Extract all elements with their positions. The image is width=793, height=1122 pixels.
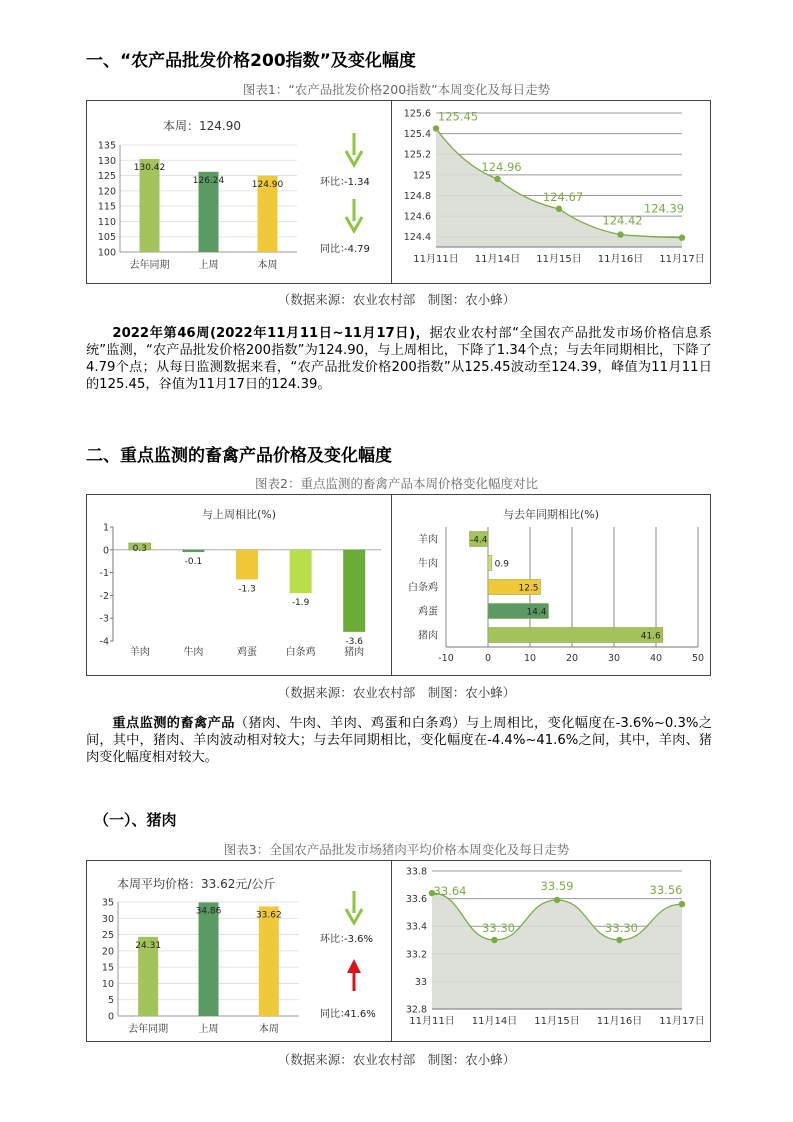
- x-tick-label: 羊肉: [129, 647, 150, 658]
- y-tick-label: 牛肉: [418, 558, 438, 570]
- section2-paragraph-text: （猪肉、牛肉、羊肉、鸡蛋和白条鸡）与上周相比，变化幅度在-3.6%~0.3%之间，其中，猪肉、羊肉波动相对较大；与去年同期相比，变化幅度在-4.4%~41.6%之间，其中，羊肉、猪肉变化幅度相对较大。: [86, 716, 713, 765]
- y-tick-label: -1: [99, 568, 109, 580]
- figure1-caption: 图表1：“农产品批发价格200指数”本周变化及每日走势: [242, 82, 551, 97]
- y-tick-label: 125: [412, 170, 431, 182]
- y-tick-label: 125.6: [403, 108, 431, 120]
- section2-heading: 二、重点监测的畜禽产品价格及变化幅度: [86, 446, 392, 466]
- x-tick-label: 0: [484, 653, 492, 664]
- y-tick-label: 130: [97, 155, 116, 167]
- data-point: [679, 235, 685, 241]
- chart-title: 本周平均价格：33.62元/公斤: [117, 877, 276, 891]
- bar: [343, 550, 365, 632]
- section2-paragraph-bold: 重点监测的畜禽产品: [112, 716, 235, 731]
- bar-value-label: 124.90: [251, 179, 284, 190]
- y-tick-label: 115: [97, 201, 116, 213]
- x-tick-label: 本周: [258, 1024, 279, 1035]
- x-tick-label: 11月11日: [413, 254, 459, 265]
- y-tick-label: 32.8: [405, 1004, 427, 1016]
- y-tick-label: 10: [101, 978, 114, 990]
- data-label: 124.67: [542, 189, 584, 204]
- bar-value-label: 34.86: [195, 906, 222, 917]
- area-fill: [436, 128, 685, 247]
- chart-title: 与上周相比(%): [201, 508, 277, 521]
- x-tick-label: 鸡蛋: [237, 647, 257, 658]
- data-point: [494, 176, 500, 182]
- x-tick-label: 本周: [257, 260, 278, 271]
- data-label: 124.39: [643, 201, 685, 216]
- y-tick-label: 33: [414, 976, 427, 988]
- x-tick-label: 11月17日: [659, 1016, 705, 1027]
- down-arrow-icon: [346, 891, 362, 923]
- figure3-source: （数据来源：农业农村部 制图：农小蜂）: [277, 1052, 516, 1067]
- bar-value-label: -3.6: [345, 636, 363, 647]
- bar-value-label: -1.9: [291, 598, 310, 609]
- y-tick-label: 20: [101, 946, 114, 958]
- y-tick-label: 124.4: [403, 232, 431, 244]
- index-line-chart: [392, 101, 710, 283]
- y-tick-label: 125.2: [403, 149, 431, 161]
- y-tick-label: 15: [101, 962, 114, 974]
- data-point: [554, 897, 560, 903]
- bar-value-label: 0.3: [132, 543, 147, 554]
- annotation-value: 41.6%: [344, 1009, 376, 1020]
- down-arrow-icon: [346, 133, 362, 165]
- bar: [199, 902, 219, 1016]
- y-tick-label: 105: [97, 232, 116, 244]
- bar: [182, 550, 204, 552]
- y-tick-label: 33.8: [405, 866, 427, 878]
- x-tick-label: 牛肉: [183, 647, 204, 658]
- pork-line-chart: [392, 861, 710, 1041]
- x-tick-label: 11月17日: [659, 254, 705, 265]
- figure1-source: （数据来源：农业农村部 制图：农小蜂）: [277, 292, 516, 307]
- x-tick-label: 11月11日: [409, 1016, 455, 1027]
- y-tick-label: 120: [97, 186, 116, 198]
- section1-paragraph-bold: 2022年第46周(2022年11月11日~11月17日)，: [112, 326, 430, 341]
- bar-value-label: 41.6: [640, 631, 661, 642]
- bar: [259, 906, 279, 1016]
- figure3-caption: 图表3：全国农产品批发市场猪肉平均价格本周变化及每日走势: [223, 842, 570, 857]
- y-tick-label: 1: [102, 522, 109, 534]
- figure2-caption: 图表2：重点监测的畜禽产品本周价格变化幅度对比: [255, 476, 538, 491]
- data-label: 33.30: [482, 921, 515, 935]
- bar-value-label: 130.42: [133, 163, 166, 174]
- bar: [290, 550, 312, 593]
- section3-heading: （一）、猪肉: [94, 811, 177, 829]
- index-line-panel: [391, 100, 711, 284]
- y-tick-label: 猪肉: [418, 630, 438, 642]
- x-tick-label: 11月15日: [536, 254, 582, 265]
- y-tick-label: 0: [102, 545, 109, 557]
- y-tick-label: 33.4: [405, 921, 427, 933]
- bar-value-label: 0.9: [494, 559, 509, 570]
- x-tick-label: 去年同期: [129, 260, 170, 271]
- y-tick-label: 125.4: [403, 129, 431, 141]
- annotation-value: -3.6%: [344, 934, 374, 945]
- bar-value-label: -1.3: [238, 584, 256, 595]
- y-tick-label: 鸡蛋: [418, 606, 438, 618]
- x-tick-label: 20: [565, 653, 579, 664]
- y-tick-label: 124.8: [403, 190, 431, 202]
- y-tick-label: 100: [97, 247, 116, 259]
- data-point: [616, 937, 622, 943]
- bar: [236, 550, 258, 580]
- y-tick-label: 33.6: [405, 894, 427, 906]
- section1-heading: 一、“农产品批发价格200指数”及变化幅度: [86, 51, 416, 71]
- annotation-value: -1.34: [344, 177, 370, 188]
- y-tick-label: 35: [101, 897, 114, 909]
- x-tick-label: 11月15日: [534, 1016, 580, 1027]
- data-point: [679, 901, 685, 907]
- data-label: 33.56: [649, 883, 683, 898]
- bar-value-label: 126.24: [192, 175, 225, 186]
- up-arrow-icon: [347, 959, 361, 991]
- annotation-label: 同比：: [320, 1009, 350, 1020]
- figure2-source: （数据来源：农业农村部 制图：农小蜂）: [277, 685, 516, 700]
- bar-value-label: 14.4: [526, 607, 547, 618]
- index-bar-panel: [86, 100, 392, 284]
- area-fill: [432, 893, 682, 1009]
- x-tick-label: 40: [649, 653, 663, 664]
- bar-value-label: 24.31: [135, 940, 162, 951]
- data-point: [491, 937, 497, 943]
- data-label: 125.45: [437, 109, 479, 124]
- y-tick-label: 135: [97, 140, 116, 152]
- x-tick-label: -10: [438, 653, 454, 664]
- section1-paragraph-text: 据农业农村部“全国农产品批发市场价格信息系统”监测，“农产品批发价格200指数”为124.90，与上周相比，下降了1.34个点；与去年同期相比，下降了4.79个点；从每日监测数据来看，“农产品批发价格200指数”从125.45波动至124.39，峰值为11月11日的125.45，谷值为11月17日的124.39。: [86, 326, 712, 392]
- x-tick-label: 11月14日: [474, 254, 521, 265]
- x-tick-label: 11月14日: [471, 1016, 518, 1027]
- bar: [488, 628, 663, 643]
- x-tick-label: 30: [607, 653, 621, 664]
- y-tick-label: -3: [99, 613, 109, 625]
- section1-paragraph: [86, 325, 712, 393]
- y-tick-label: 25: [101, 930, 114, 942]
- data-label: 33.64: [433, 884, 467, 899]
- y-tick-label: -2: [99, 590, 109, 602]
- annotation-value: -4.79: [344, 244, 370, 255]
- x-tick-label: 11月16日: [597, 254, 644, 265]
- bar-value-label: 33.62: [255, 910, 282, 921]
- data-label: 124.96: [481, 159, 522, 174]
- data-label: 33.30: [605, 921, 638, 935]
- chart-title: 与去年同期相比(%): [502, 508, 600, 521]
- index-bar-chart: [87, 101, 391, 283]
- data-point: [617, 231, 623, 237]
- pork-bar-chart: [87, 861, 391, 1041]
- livestock-wow-chart: [87, 495, 391, 675]
- y-tick-label: 30: [101, 913, 114, 925]
- data-point: [433, 125, 439, 131]
- bar: [488, 556, 492, 571]
- x-tick-label: 猪肉: [344, 647, 365, 658]
- y-tick-label: 125: [97, 171, 116, 183]
- y-tick-label: 0: [107, 1011, 114, 1023]
- y-tick-label: 羊肉: [418, 534, 438, 546]
- x-tick-label: 50: [691, 653, 705, 664]
- livestock-wow-panel: [86, 494, 392, 676]
- pork-bar-panel: [86, 860, 392, 1042]
- livestock-yoy-panel: [391, 494, 711, 676]
- x-tick-label: 11月16日: [596, 1016, 643, 1027]
- pork-line-panel: [391, 860, 711, 1042]
- x-tick-label: 10: [523, 653, 537, 664]
- x-tick-label: 去年同期: [128, 1024, 169, 1035]
- data-label: 124.42: [602, 213, 643, 228]
- x-tick-label: 上周: [198, 1024, 219, 1035]
- y-tick-label: -4: [99, 636, 109, 648]
- bar-value-label: -4.4: [469, 535, 488, 546]
- annotation-label: 同比：: [320, 244, 350, 255]
- bar-value-label: 12.5: [518, 583, 539, 594]
- annotation-label: 环比：: [320, 177, 350, 188]
- annotation-label: 环比：: [320, 934, 350, 945]
- y-tick-label: 110: [97, 216, 116, 228]
- data-point: [556, 206, 562, 212]
- y-tick-label: 124.6: [403, 211, 431, 223]
- livestock-yoy-chart: [392, 495, 710, 675]
- y-tick-label: 5: [107, 995, 114, 1007]
- y-tick-label: 白条鸡: [408, 582, 438, 594]
- x-tick-label: 白条鸡: [285, 647, 316, 658]
- section2-paragraph: [86, 715, 712, 766]
- down-arrow-icon: [346, 199, 362, 231]
- chart-title: 本周：124.90: [163, 119, 241, 133]
- x-tick-label: 上周: [198, 260, 219, 271]
- data-label: 33.59: [540, 878, 574, 893]
- bar-value-label: -0.1: [184, 557, 203, 568]
- y-tick-label: 33.2: [405, 949, 427, 961]
